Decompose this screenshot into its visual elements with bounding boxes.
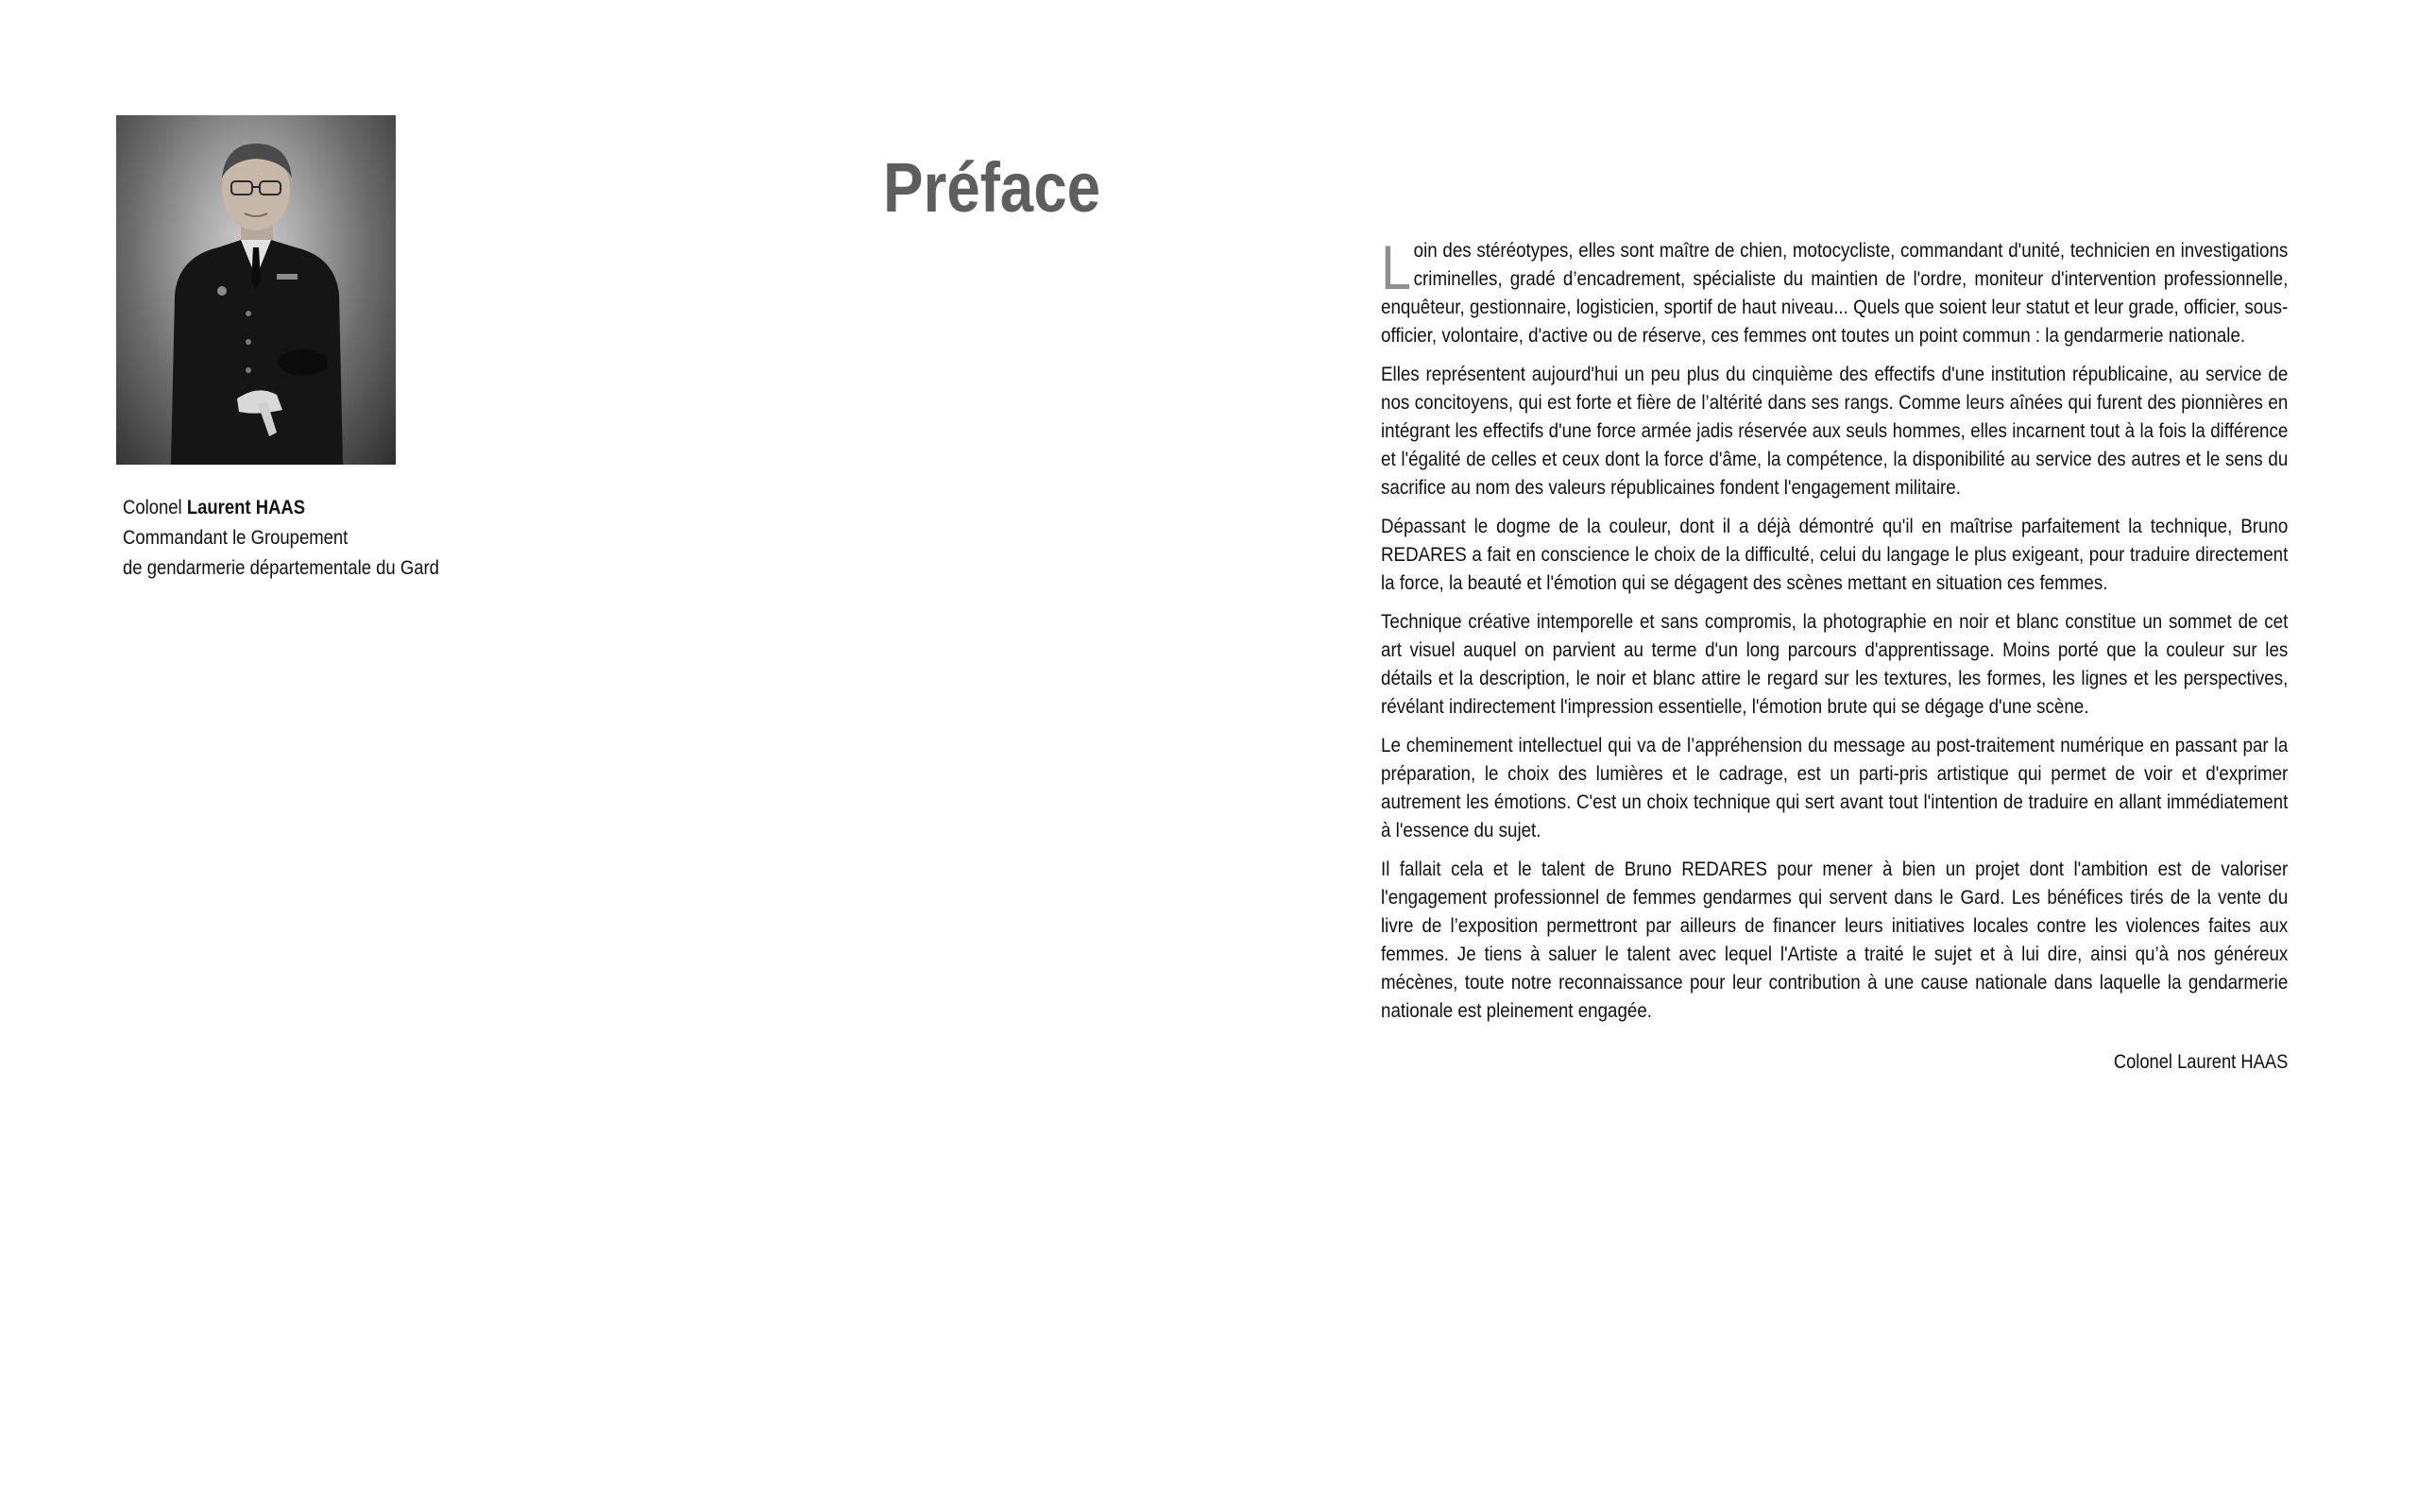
paragraph-4: Technique créative intemporelle et sans compromis, la photographie en noir et blanc constitue un sommet de cet art visuel auquel on parvient au terme d'un long parcours d'apprentissage. Moins porté que la couleur sur les détails et la description, le noir et blanc attire le regard sur les textures, les formes, les lignes et les perspectives, révélant indirectement l'impression essentielle, l'émotion brute qui se dégage d'une scène.	[1381, 610, 2289, 718]
caption-line-1	[123, 493, 555, 523]
portrait-caption	[123, 493, 555, 584]
preface-text	[1381, 232, 2289, 1076]
paragraph-1	[1381, 232, 2289, 349]
drop-cap: L	[1381, 232, 1412, 302]
paragraph-3: Dépassant le dogme de la couleur, dont il a déjà démontré qu'il en maîtrise parfaitement la technique, Bruno REDARES a fait en conscience le choix de la difficulté, celui du langage le plus exigeant, pour traduire directement la force, la beauté et l'émotion qui se dégagent des scènes mettant en situation ces femmes.	[1381, 515, 2289, 594]
portrait-photo	[116, 115, 396, 465]
paragraph-6: Il fallait cela et le talent de Bruno REDARES pour mener à bien un projet dont l'ambition est de valoriser l'engagement professionnel de femmes gendarmes qui servent dans le Gard. Les bénéfices tirés de la vente du livre de l’exposition permettront par ailleurs de financer leurs initiatives locales contre les violences faites aux femmes. Je tiens à saluer le talent avec lequel l'Artiste a traité le sujet et à lui dire, ainsi qu’à nos généreux mécènes, toute notre reconnaissance pour leur contribution à une cause nationale dans laquelle la gendarmerie nationale est pleinement engagée.	[1381, 858, 2289, 1022]
caption-line-2: Commandant le Groupement	[123, 527, 349, 549]
signature: Colonel Laurent HAAS	[2113, 1051, 2289, 1073]
caption-rank: Colonel	[123, 497, 182, 518]
paragraph-2: Elles représentent aujourd'hui un peu plus du cinquième des effectifs d'une institution républicaine, au service de nos concitoyens, qui est forte et fière de l’altérité dans ses rangs. Comme leurs aînées qui furent des pionnières en intégrant les effectifs d'une force armée jadis réservée aux seuls hommes, elles incarnent tout à la fois la différence et l'égalité de celles et ceux dont la force d'âme, la compétence, la disponibilité au service des autres et le sens du sacrifice au nom des valeurs républicaines fondent l'engagement militaire.	[1381, 363, 2289, 499]
page-title: Préface	[883, 148, 1100, 227]
caption-name: Laurent HAAS	[186, 497, 306, 518]
paragraph-1-text: oin des stéréotypes, elles sont maître de chien, motocycliste, commandant d'unité, technicien en investigations criminelles, gradé d’encadrement, spécialiste du maintien de l'ordre, moniteur d'intervention professionnelle, enquêteur, gestionnaire, logisticien, sportif de haut niveau... Quels que soient leur statut et leur grade, officier, sous-officier, volontaire, d'active ou de réserve, ces femmes ont toutes un point commun : la gendarmerie nationale.	[1381, 239, 2289, 347]
paragraph-5: Le cheminement intellectuel qui va de l’appréhension du message au post-traitement numérique en passant par la préparation, le choix des lumières et le cadrage, est un parti-pris artistique qui permet de voir et d'exprimer autrement les émotions. C'est un choix technique qui sert avant tout l'intention de traduire en allant immédiatement à l'essence du sujet.	[1381, 734, 2289, 841]
caption-line-3: de gendarmerie départementale du Gard	[123, 557, 439, 579]
